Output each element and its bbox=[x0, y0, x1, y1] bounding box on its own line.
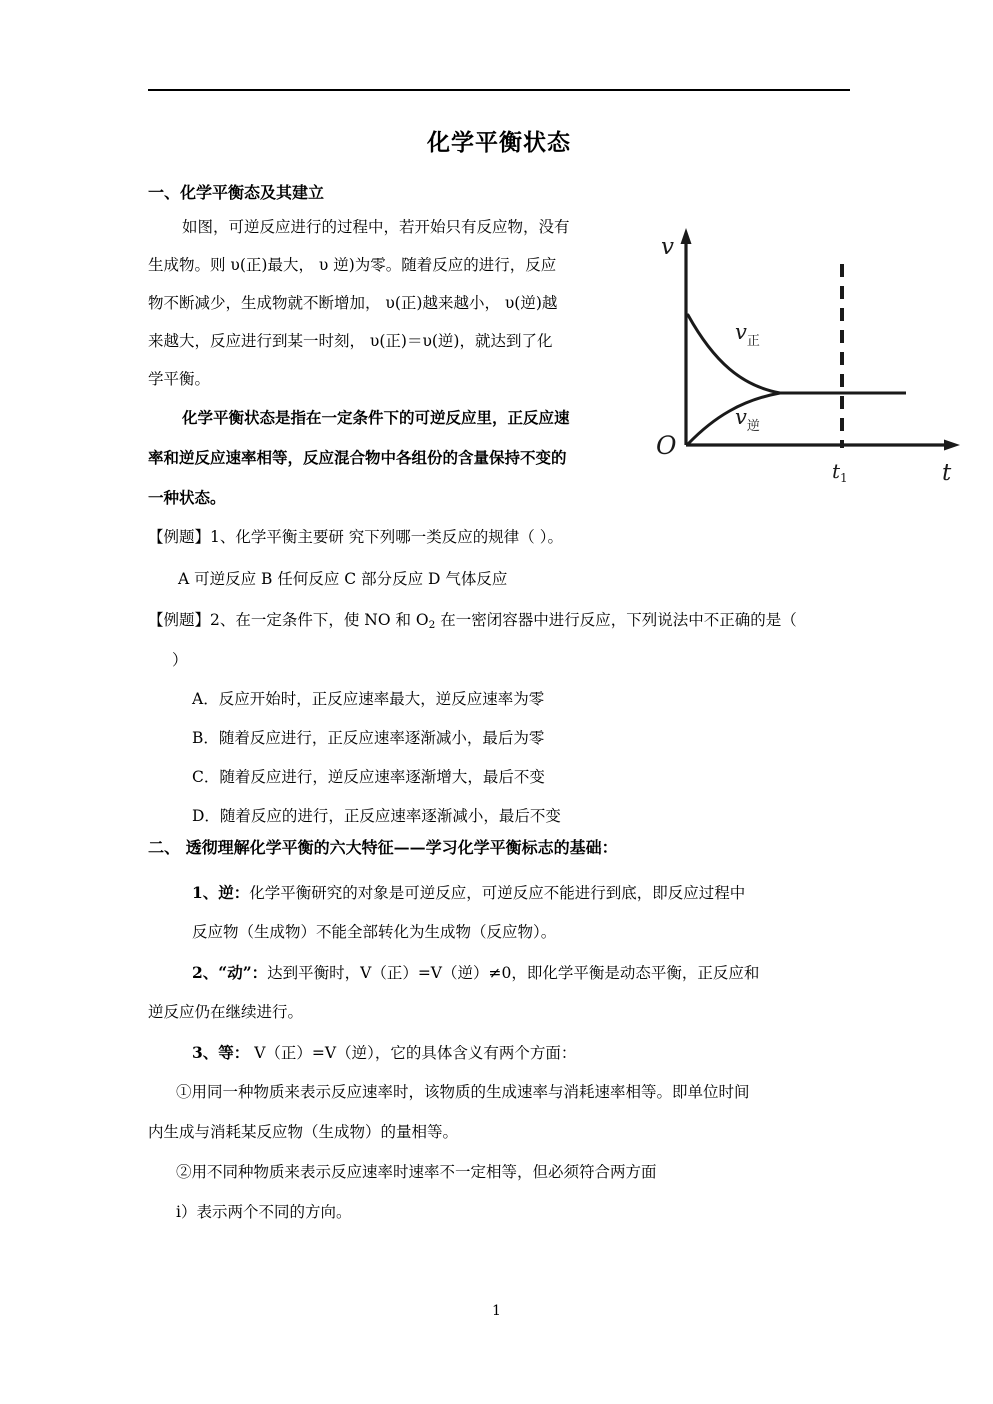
example-2-option-c: C．随着反应进行，逆反应速率逐渐增大，最后不变 bbox=[192, 768, 545, 786]
header-divider bbox=[148, 89, 850, 91]
chart-x-axis-arrow bbox=[944, 440, 960, 451]
page-title: 化学平衡状态 bbox=[427, 129, 571, 156]
chart-label-v-forward: $v_正$ bbox=[735, 320, 760, 349]
example-2-option-a: A．反应开始时，正反应速率最大，逆反应速率为零 bbox=[192, 690, 545, 708]
chart-y-axis-label: v bbox=[661, 234, 674, 260]
equilibrium-rate-chart bbox=[650, 212, 970, 492]
definition-line-3: 一种状态。 bbox=[148, 488, 226, 507]
chart-x-axis-label: t bbox=[942, 460, 952, 486]
section2-point-1-line-1: 1、逆：化学平衡研究的对象是可逆反应，可逆反应不能进行到底，即反应过程中 bbox=[192, 883, 746, 902]
section2-subitem-2: ②用不同种物质来表示反应速率时速率不一定相等，但必须符合两方面 bbox=[176, 1163, 657, 1181]
chart-curve-v-forward bbox=[688, 315, 780, 393]
section2-point-3: 3、等： V（正）=V（逆），它的具体含义有两个方面： bbox=[192, 1043, 577, 1062]
intro-line-1: 如图，可逆反应进行的过程中，若开始只有反应物，没有 bbox=[182, 218, 570, 236]
section2-point-2-line-2: 逆反应仍在继续进行。 bbox=[148, 1003, 304, 1021]
section2-subitem-1-cont: 内生成与消耗某反应物（生成物）的量相等。 bbox=[148, 1123, 459, 1141]
section2-subitem-1: ①用同一种物质来表示反应速率时，该物质的生成速率与消耗速率相等。即单位时间 bbox=[176, 1083, 750, 1101]
chart-origin-label: O bbox=[656, 431, 677, 460]
intro-line-4: 来越大，反应进行到某一时刻， υ(正)＝υ(逆)，就达到了化 bbox=[148, 332, 553, 350]
example-2-option-b: B．随着反应进行，正反应速率逐渐减小，最后为零 bbox=[192, 729, 545, 747]
chart-tick-t1: $t_1$ bbox=[832, 459, 848, 485]
intro-line-2: 生成物。则 υ(正)最大， υ 逆)为零。随着反应的进行，反应 bbox=[148, 256, 557, 274]
example-1-options: A 可逆反应 B 任何反应 C 部分反应 D 气体反应 bbox=[178, 570, 508, 588]
definition-line-1: 化学平衡状态是指在一定条件下的可逆反应里，正反应速 bbox=[182, 408, 570, 427]
chart-y-axis-arrow bbox=[681, 228, 692, 244]
chart-curve-v-reverse bbox=[688, 393, 780, 444]
section-1-heading: 一、化学平衡态及其建立 bbox=[148, 183, 325, 202]
example-2-option-d: D．随着反应的进行，正反应速率逐渐减小，最后不变 bbox=[192, 807, 561, 825]
example-2-stem: 【例题】2、在一定条件下，使 NO 和 $O_2$ 在一密闭容器中进行反应，下列说法中不正确的是（ bbox=[148, 611, 797, 631]
example-1-stem: 【例题】1、化学平衡主要研 究下列哪一类反应的规律（ ）。 bbox=[148, 528, 563, 546]
intro-line-5: 学平衡。 bbox=[148, 370, 211, 388]
section2-point-2-line-1: 2、“动”：达到平衡时，V（正）=V（逆）≠0，即化学平衡是动态平衡，正反应和 bbox=[192, 963, 760, 982]
section-2-heading: 二、 透彻理解化学平衡的六大特征——学习化学平衡标志的基础： bbox=[148, 838, 618, 857]
intro-line-3: 物不断减少，生成物就不断增加， υ(正)越来越小， υ(逆)越 bbox=[148, 294, 558, 312]
example-2-stem-cont: ） bbox=[172, 651, 188, 669]
page-number: 1 bbox=[492, 1303, 501, 1319]
section2-subitem-3: ⅰ）表示两个不同的方向。 bbox=[176, 1203, 352, 1221]
definition-line-2: 率和逆反应速率相等，反应混合物中各组份的含量保持不变的 bbox=[148, 448, 567, 467]
section2-point-1-line-2: 反应物（生成物）不能全部转化为生成物（反应物）。 bbox=[192, 923, 557, 941]
chart-label-v-reverse: $v_逆$ bbox=[735, 405, 760, 434]
